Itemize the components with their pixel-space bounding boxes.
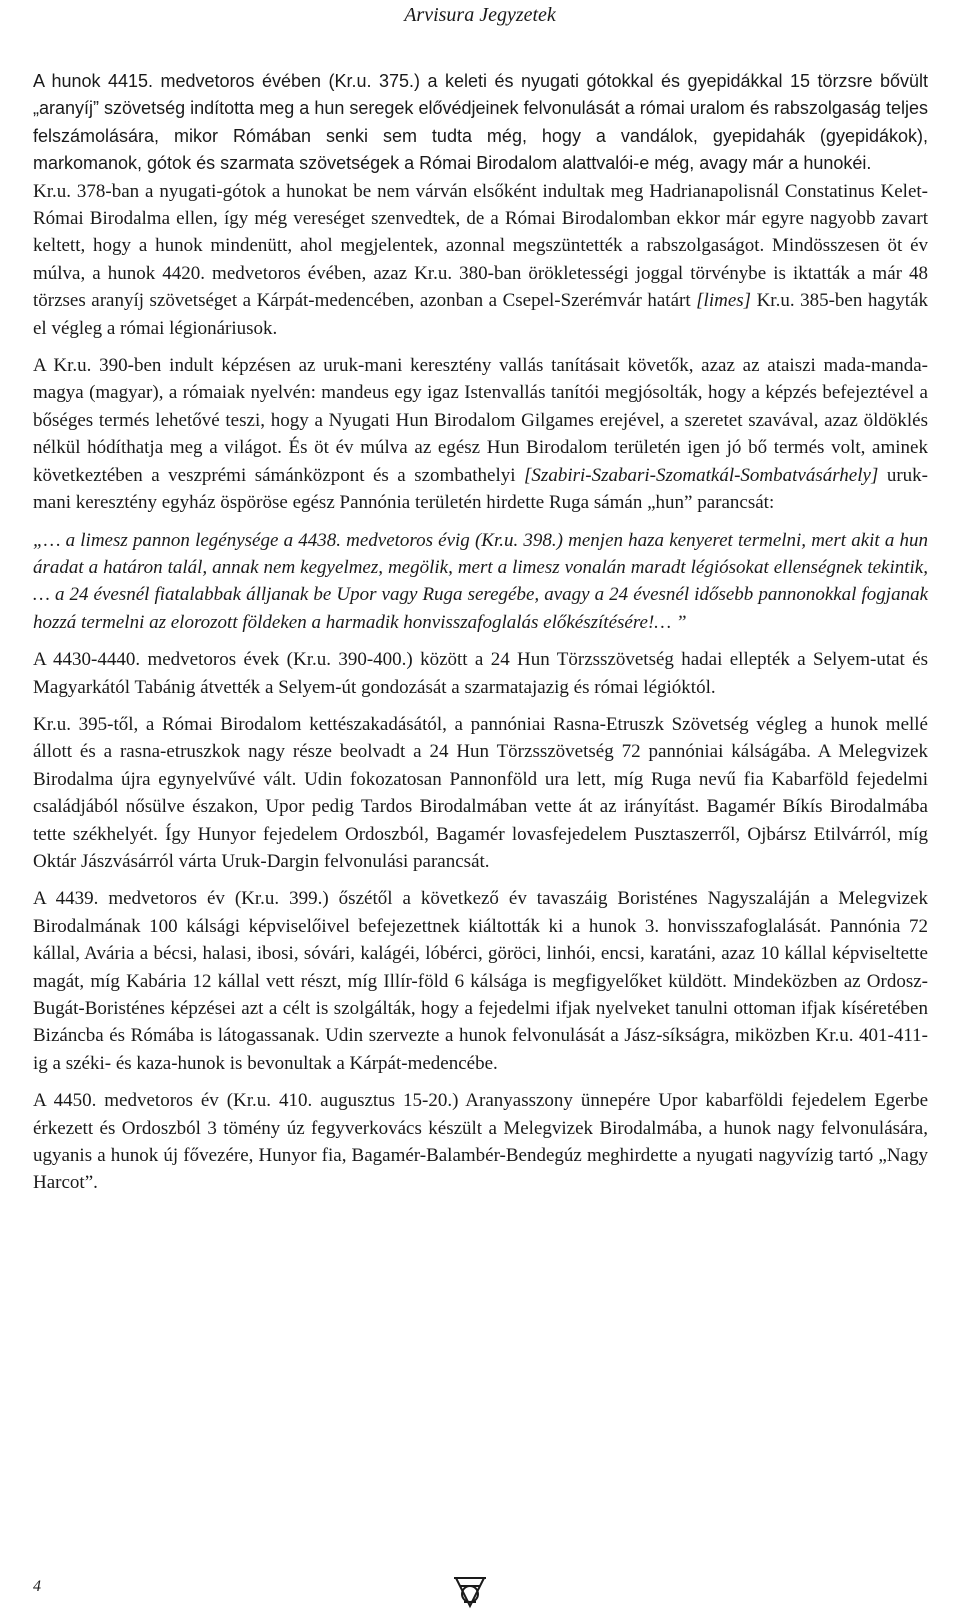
document-body: [33, 68, 928, 1197]
paragraph-3: [33, 352, 928, 516]
paragraph-1-lead: A hunok 4415. medvetoros évében (Kr.u. 375.) a keleti és nyugati gótokkal és gyepidákkal 15 törzsre bővült „aranyíj” szövetség indította meg a hun seregek elővédjeinek felvonulását a római uralom és rabszolgaság teljes felszámolására, mikor Rómában senki sem tudta még, hogy a vandálok, gyepidahák (gyepidákok), markomanok, gótok és szarmata szövetségek a Római Birodalom alattvalói-e még, avagy már a hunokéi.: [33, 71, 928, 174]
paragraph-2: [33, 178, 928, 342]
paragraph-3-part-a: A Kr.u. 390-ben indult képzésen az uruk-mani keresztény vallás tanításait követők, azaz az ataiszi mada-manda-magya (magyar), a rómaiak nyelvén: mandeus egy igaz Istenvallás tanítói megjósolták, hogy a képzés befejeztével a bőséges termés lehetővé teszi, hogy a Nyugati Hun Birodalom Gilgames erejével, a szeretet szavával, azaz öldöklés nélkül hódíthatja meg a világot. És öt év múlva az egész Hun Birodalom területén igen jó bő termés volt, aminek következtében a veszprémi sámánközpont és a szombathelyi: [33, 355, 928, 486]
paragraph-2-italic: [limes]: [696, 290, 752, 312]
paragraph-4: A 4430-4440. medvetoros évek (Kr.u. 390-400.) között a 24 Hun Törzsszövetség hadai ellepték a Selyem-utat és Magyarkától Tabánig átvették a Selyem-út gondozását a szarmatajazig és római légióktól.: [33, 649, 928, 698]
paragraph-2-part-a: Kr.u. 378-ban a nyugati-gótok a hunokat be nem várván elsőként indultak meg Hadrianapolisnál Constatinus Kelet-Római Birodalma ellen, így még vereséget szenvedtek, de a Római Birodalomban ekkor már egyre nagyobb zavart keltett, hogy a hunok mindenütt, ahol megjelentek, azonnal megszüntették a rabszolgaságot. Mindösszesen öt év múlva, a hunok 4420. medvetoros évében, azaz Kr.u. 380-ban örökletességi joggal törvénybe is iktatták a már 48 törzses aranyíj szövetséget a Kárpát-medencében, azonban a Csepel-Szerémvár határt: [33, 180, 928, 312]
paragraph-5: Kr.u. 395-től, a Római Birodalom kettészakadásától, a pannóniai Rasna-Etruszk Szövetség végleg a hunok mellé állott és a rasna-etruszkok nagy része beolvadt a 24 Hun Törzsszövetség 72 pannóniai kálságába. A Melegvizek Birodalma újra egynyelvűvé vált. Udin fokozatosan Pannonföld ura lett, míg Ruga nevű fia Kabarföld fejedelmi családjából nősülve északon, Upor pedig Tardos Birodalmában vette át az irányítást. Bagamér Bíkís Birodalmába tette székhelyét. Így Hunyor fejedelem Ordoszból, Bagamér lovasfejedelem Pusztaszerről, Ojbársz Etilvárról, míg Oktár Jászvásárról várta Uruk-Dargin felvonulási parancsát.: [33, 713, 928, 872]
quote-block: „… a limesz pannon legénysége a 4438. medvetoros évig (Kr.u. 398.) menjen haza kenyeret termelni, mert akit a hun áradat a határon talál, annak nem kegyelmez, megölik, mert a limesz vonalán maradt légiósokat ellenségnek tekintik, … a 24 évesnél fiatalabbak álljanak be Upor vagy Ruga seregébe, avagy a 24 évesnél idősebb pannonokkal fogjanak hozzá termelni az elorozott földeken a harmadik honvisszafoglalás előkészítésére!… ”: [33, 529, 928, 633]
paragraph-6: A 4439. medvetoros év (Kr.u. 399.) őszétől a következő év tavaszáig Boristénes Nagyszaláján a Melegvizek Birodalmának 100 kálsági képviselőivel befejezettnek kiáltották ki a hunok 3. honvisszafoglalását. Pannónia 72 kállal, Avária a bécsi, halasi, ibosi, sóvári, kalágéi, lóbérci, göröci, linhói, encsi, karatáni, azaz 10 kállal képviseltette magát, míg Kabária 12 kállal vett részt, míg Illír-föld 6 kálsága is megfigyelőket küldött. Mindeközben az Ordosz-Bugát-Boristénes képzései azt a célt is szolgálták, hogy a fejedelmi ifjak nyelveket tanulni ottoman ifjak kíséretében Bizáncba és Rómába is látogassanak. Udin szervezte a hunok felvonulását a Jász-síkságra, miközben Kr.u. 401-411-ig a széki- és kaza-hunok is bevonultak a Kárpát-medencébe.: [33, 888, 928, 1074]
paragraph-7: A 4450. medvetoros év (Kr.u. 410. augusztus 15-20.) Aranyasszony ünnepére Upor kabarföldi fejedelem Egerbe érkezett és Ordoszból 3 tömény úz fegyverkovács készült a Melegvizek Birodalmába, a hunok nagy felvonulására, ugyanis a hunok új fővezére, Hunyor fia, Bagamér-Balambér-Bendegúz meghirdette a nyugati nagyvízig tartó „Nagy Harcot”.: [33, 1090, 928, 1194]
paragraph-2-part-b: Kr.u. 385-ben hagyták el végleg a római légionáriusok.: [33, 290, 928, 339]
arvisura-emblem-icon: [450, 1572, 490, 1612]
paragraph-3-italic: [Szabiri-Szabari-Szomatkál-Sombatvásárhely]: [524, 464, 879, 486]
paragraph-1: [33, 68, 928, 178]
running-header: Arvisura Jegyzetek: [404, 4, 556, 26]
paragraph-3-part-b: uruk-mani keresztény egyház öspöröse egész Pannónia területén hirdette Ruga sámán „hun” parancsát:: [33, 464, 928, 514]
page-number: 4: [33, 1578, 41, 1595]
